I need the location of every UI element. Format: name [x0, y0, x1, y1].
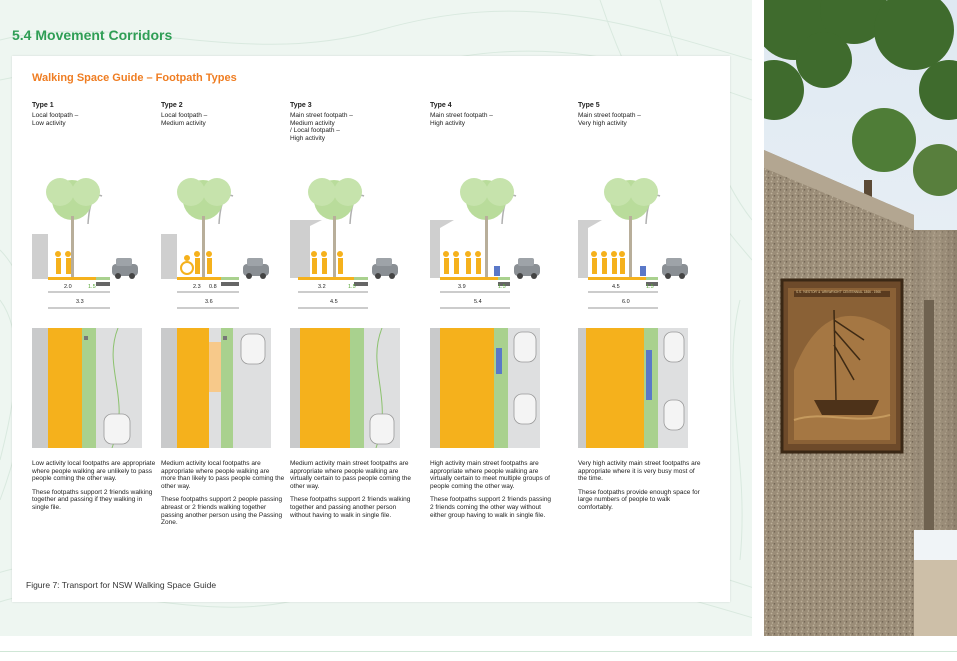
type-3-plan-view [290, 328, 400, 448]
type-4-description [430, 460, 554, 519]
dim-passing: 0.8 [209, 284, 217, 290]
dim-walk: 2.0 [64, 284, 72, 290]
description-text: Medium activity main street footpaths are appropriate where people walking are virtually certain to pass people coming the other way. [290, 460, 412, 490]
description-text: These footpaths support 2 friends passing 2 friends coming the other way without either group having to walk in single file. [430, 496, 552, 519]
description-text: These footpaths support 2 friends walking together and passing if they walking in single file. [32, 488, 153, 511]
type-1-header [32, 102, 157, 127]
section-title: 5.4 Movement Corridors [12, 27, 173, 43]
type-4-cross-section [428, 156, 548, 316]
dim-walk: 4.5 [612, 284, 620, 290]
type-4-header [430, 102, 555, 127]
type-1-cross-section [30, 156, 150, 316]
type-subtitle: Main street footpath – Very high activity [578, 112, 641, 127]
dim-verge: 1.5 [498, 284, 506, 290]
type-subtitle: Local footpath – Low activity [32, 112, 79, 127]
type-3-cross-section [288, 156, 408, 316]
type-4-plan-view [430, 328, 540, 448]
walking-space-guide-figure [12, 56, 730, 602]
type-name: Type 1 [32, 102, 54, 109]
figure-title: Walking Space Guide – Footpath Types [32, 72, 237, 84]
type-2-cross-section [159, 156, 279, 316]
dim-verge: 1.5 [348, 284, 356, 290]
description-text: These footpaths provide enough space for large numbers of people to walk comfortably. [578, 488, 700, 511]
description-text: High activity main street footpaths are appropriate where people walking are virtually certain to meet multiple groups of people coming the other way. [430, 460, 550, 490]
type-subtitle: Main street footpath – Medium activity / Local footpath – High activity [290, 112, 353, 142]
type-name: Type 4 [430, 102, 452, 109]
photo-image [764, 0, 957, 636]
type-1-plan-view [32, 328, 142, 448]
bottom-divider [0, 651, 957, 652]
type-subtitle: Main street footpath – High activity [430, 112, 493, 127]
type-3-description [290, 460, 414, 519]
dim-total: 5.4 [474, 299, 482, 305]
type-name: Type 3 [290, 102, 312, 109]
dim-total: 3.6 [205, 299, 213, 305]
type-3-header [290, 102, 415, 142]
type-2-plan-view [161, 328, 271, 448]
dim-verge: 1.5 [88, 284, 96, 290]
type-2-description [161, 460, 285, 527]
type-name: Type 5 [578, 102, 600, 109]
dim-total: 4.5 [330, 299, 338, 305]
type-5-header [578, 102, 703, 127]
figure-caption: Figure 7: Transport for NSW Walking Space Guide [26, 580, 217, 590]
dim-total: 6.0 [622, 299, 630, 305]
type-5-plan-view [578, 328, 688, 448]
dim-walk: 3.2 [318, 284, 326, 290]
description-text: Medium activity local footpaths are appropriate where people walking are more than likely to pass people coming the other way. [161, 460, 285, 490]
type-name: Type 2 [161, 102, 183, 109]
memorial-plaque-photo [764, 0, 957, 636]
type-5-cross-section [576, 156, 696, 316]
description-text: These footpaths support 2 people passing abreast or 2 friends walking together passing another person using the Passing Zone. [161, 496, 283, 527]
type-1-description [32, 460, 156, 512]
dim-total: 3.3 [76, 299, 84, 305]
description-text: Very high activity main street footpaths are appropriate where it is very busy most of the time. [578, 460, 701, 483]
dim-walk: 2.3 [193, 284, 201, 290]
type-5-description [578, 460, 702, 512]
dim-verge: 1.5 [646, 284, 654, 290]
description-text: These footpaths support 2 friends walking together and passing another person without having to walk in single file. [290, 496, 411, 519]
type-2-header [161, 102, 286, 127]
dim-walk: 3.9 [458, 284, 466, 290]
description-text: Low activity local footpaths are appropriate where people walking are unlikely to pass people coming the other way. [32, 460, 156, 483]
type-subtitle: Local footpath – Medium activity [161, 112, 208, 127]
plaque-inscription: S.S. 'NESTOR' & 'ARKWRIGHT' CENTENNIAL 1866 - 1966 [796, 290, 881, 294]
